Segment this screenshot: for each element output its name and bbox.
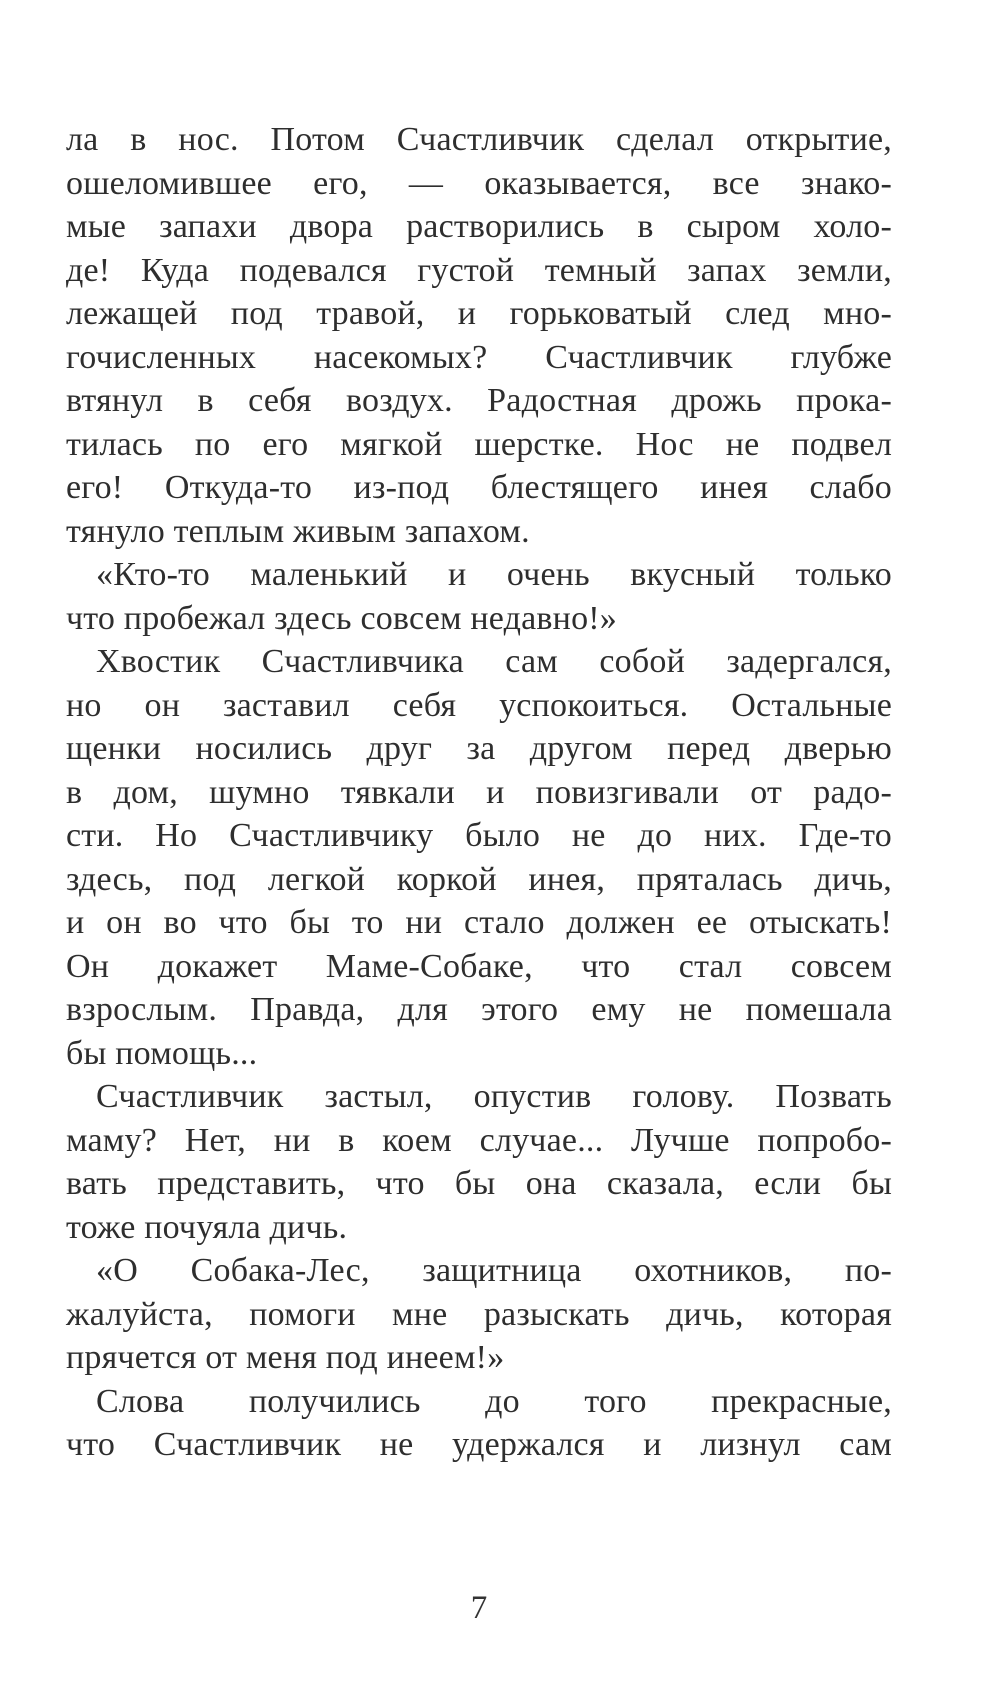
text-line: Слова получились до того прекрасные, — [96, 1382, 892, 1420]
text-line: втянул в себя воздух. Радостная дрожь прока- — [66, 382, 892, 419]
text-line: его! Откуда-то из-под блестящего инея слабо — [66, 469, 892, 506]
text-line: де! Куда подевался густой темный запах земли, — [66, 251, 892, 289]
text-line: Он докажет Маме-Собаке, что стал совсем — [66, 947, 892, 985]
text-line: «О Собака-Лес, защитница охотников, по- — [96, 1252, 892, 1289]
text-line: тилась по его мягкой шерстке. Нос не подвел — [66, 425, 892, 463]
text-line: бы помощь... — [66, 1034, 258, 1072]
text-line: гочисленных насекомых? Счастливчик глубже — [66, 338, 892, 376]
text-line: вать представить, что бы она сказала, если бы — [66, 1165, 892, 1202]
text-line: в дом, шумно тявкали и повизгивали от радо- — [66, 773, 892, 811]
text-line: взрослым. Правда, для этого ему не помешала — [66, 991, 892, 1028]
text-line: тянуло теплым живым запахом. — [66, 512, 530, 550]
text-line: Счастливчик застыл, опустив голову. Позвать — [96, 1078, 892, 1115]
text-line: мые запахи двора растворились в сыром холо- — [66, 208, 892, 245]
text-line: «Кто-то маленький и очень вкусный только — [96, 556, 892, 593]
text-line: и он во что бы то ни стало должен ее отыскать! — [66, 904, 892, 941]
text-line: здесь, под легкой коркой инея, пряталась дичь, — [66, 860, 892, 898]
text-line: ла в нос. Потом Счастливчик сделал открытие, — [66, 121, 892, 158]
text-line: прячется от меня под инеем!» — [66, 1339, 505, 1376]
text-line: щенки носились друг за другом перед дверью — [66, 730, 892, 767]
text-line: но он заставил себя успокоиться. Остальные — [66, 686, 892, 724]
text-line: жалуйста, помоги мне разыскать дичь, которая — [66, 1295, 892, 1333]
text-line: сти. Но Счастливчику было не до них. Где-то — [66, 817, 892, 854]
page-number: 7 — [470, 1590, 488, 1626]
text-line: маму? Нет, ни в коем случае... Лучше попробо- — [66, 1121, 892, 1159]
text-block — [66, 118, 892, 1467]
text-line: лежащей под травой, и горьковатый след мно- — [66, 295, 892, 332]
text-line: Хвостик Счастливчика сам собой задергался, — [96, 643, 892, 680]
text-line: тоже почуяла дичь. — [66, 1208, 348, 1246]
text-line: ошеломившее его, — оказывается, все знако- — [66, 164, 892, 202]
text-line: что Счастливчик не удержался и лизнул сам — [66, 1426, 892, 1463]
text-line: что пробежал здесь совсем недавно!» — [66, 599, 617, 637]
